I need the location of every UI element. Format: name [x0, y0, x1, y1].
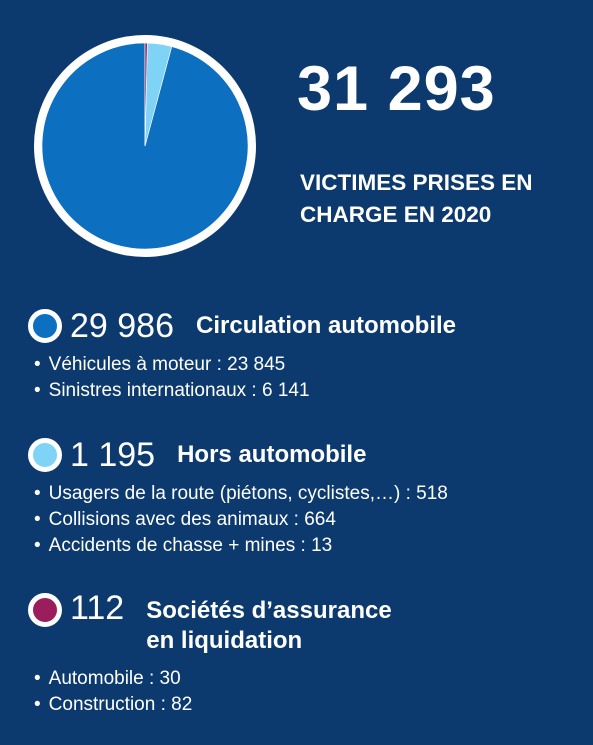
circulation-legend-dot: [28, 309, 62, 343]
list-item: • Accidents de chasse + mines : 13: [28, 533, 588, 559]
circulation-label: Circulation automobile: [196, 312, 457, 339]
hors-items: [28, 481, 588, 559]
list-item: • Usagers de la route (piétons, cyclistes,…) : 518: [28, 481, 588, 507]
list-item: • Construction : 82: [28, 692, 588, 718]
list-item: • Sinistres internationaux : 6 141: [28, 378, 588, 404]
category-assurance: [28, 588, 588, 718]
list-item: • Automobile : 30: [28, 666, 588, 692]
circulation-items: [28, 352, 588, 404]
assurance-label: Sociétés d’assurance en liquidation: [146, 597, 392, 654]
assurance-value: 112: [70, 589, 125, 627]
list-item: • Véhicules à moteur : 23 845: [28, 352, 588, 378]
assurance-legend-dot: [28, 593, 62, 627]
assurance-items: [28, 666, 588, 718]
category-circulation: [28, 306, 588, 404]
total-subtitle: VICTIMES PRISES EN CHARGE EN 2020: [300, 170, 533, 227]
hors-label: Hors automobile: [177, 441, 367, 468]
category-hors-automobile: [28, 435, 588, 559]
circulation-value: 29 986: [70, 307, 174, 345]
pie-chart-svg: [34, 35, 256, 257]
total-victims: 31 293: [297, 54, 496, 124]
hors-value: 1 195: [70, 436, 156, 474]
list-item: • Collisions avec des animaux : 664: [28, 507, 588, 533]
hors-legend-dot: [28, 438, 62, 472]
pie-chart: [34, 35, 256, 257]
